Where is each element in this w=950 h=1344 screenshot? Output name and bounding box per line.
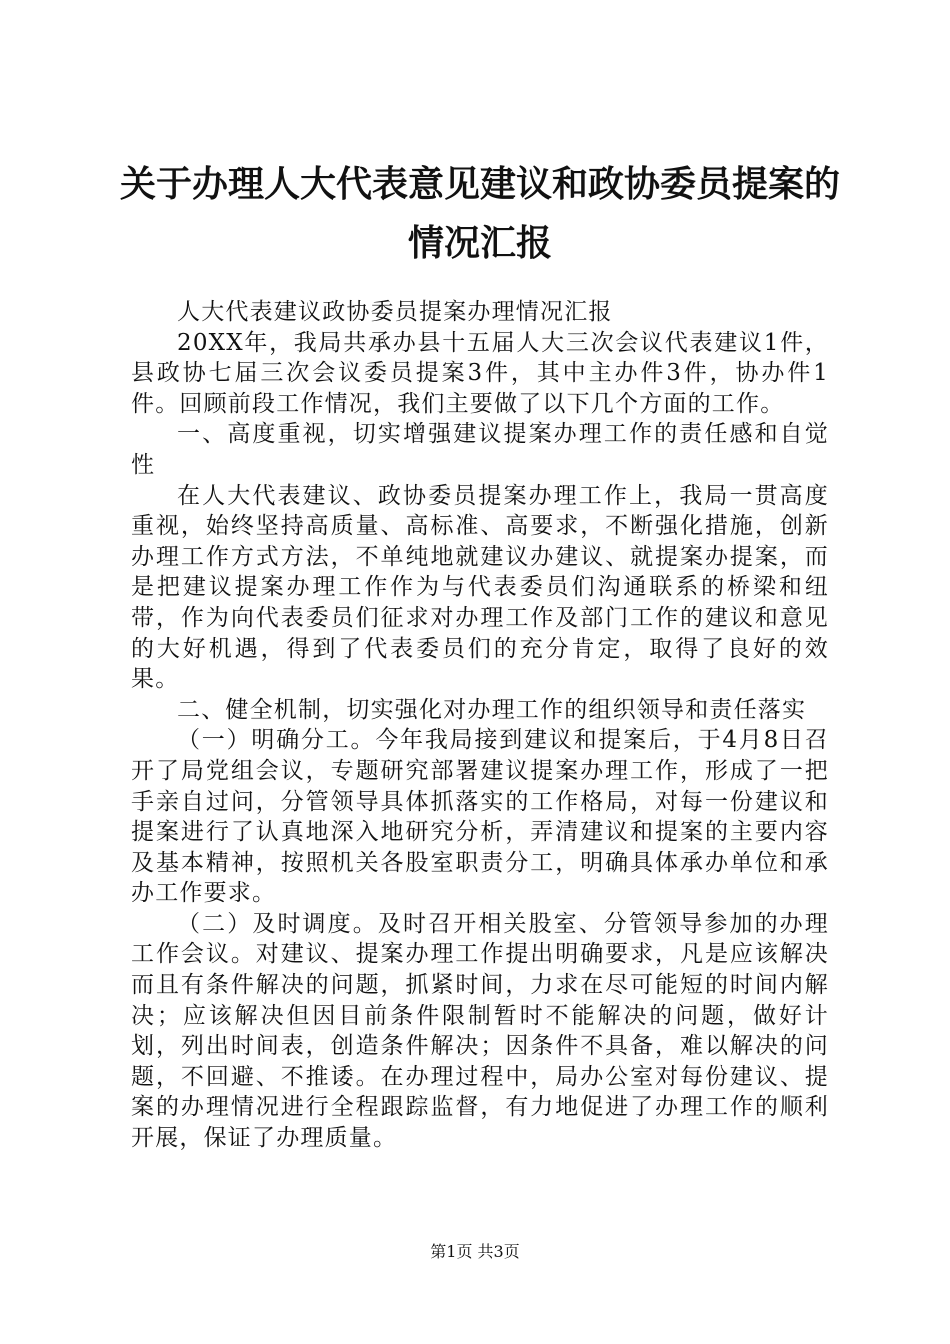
section-heading-1: 一、高度重视，切实增强建议提案办理工作的责任感和自觉性 <box>131 421 829 478</box>
body-paragraph: 在人大代表建议、政协委员提案办理工作上，我局一贯高度重视，始终坚持高质量、高标准、高要求，不断强化措施，创新办理工作方式方法，不单纯地就建议办建议、就提案办提案，而是把建议提案办理工作作为与代表委员们沟通联系的桥梁和纽带，作为向代表委员们征求对办理工作及部门工作的建议和意见的大好机遇，得到了代表委员们的充分肯定，取得了良好的效果。 <box>131 482 829 693</box>
document-title-line-1: 关于办理人大代表意见建议和政协委员提案的 <box>120 163 841 205</box>
subtitle-paragraph: 人大代表建议政协委员提案办理情况汇报 <box>177 299 613 325</box>
body-paragraph: （一）明确分工。今年我局接到建议和提案后，于4月8日召开了局党组会议，专题研究部署建议提案办理工作，形成了一把手亲自过问，分管领导具体抓落实的工作格局，对每一份建议和提案进行了认真地深入地研究分析，弄清建议和提案的主要内容及基本精神，按照机关各股室职责分工，明确具体承办单位和承办工作要求。 <box>131 727 829 907</box>
document-title-line-2: 情况汇报 <box>407 222 552 264</box>
page-number-footer: 第1页 共3页 <box>430 1242 520 1261</box>
body-paragraph: （二）及时调度。及时召开相关股室、分管领导参加的办理工作会议。对建议、提案办理工作提出明确要求，凡是应该解决而且有条件解决的问题，抓紧时间，力求在尽可能短的时间内解决；应该解决但因目前条件限制暂时不能解决的问题，做好计划，列出时间表，创造条件解决；因条件不具备，难以解决的问题，不回避、不推诿。在办理过程中，局办公室对每份建议、提案的办理情况进行全程跟踪监督，有力地促进了办理工作的顺利开展，保证了办理质量。 <box>131 910 829 1152</box>
document-body <box>131 297 829 1154</box>
section-heading-2: 二、健全机制，切实强化对办理工作的组织领导和责任落实 <box>177 696 807 723</box>
intro-paragraph: 20XX年，我局共承办县十五届人大三次会议代表建议1件，县政协七届三次会议委员提案3件，其中主办件3件，协办件1件。回顾前段工作情况，我们主要做了以下几个方面的工作。 <box>131 329 829 417</box>
